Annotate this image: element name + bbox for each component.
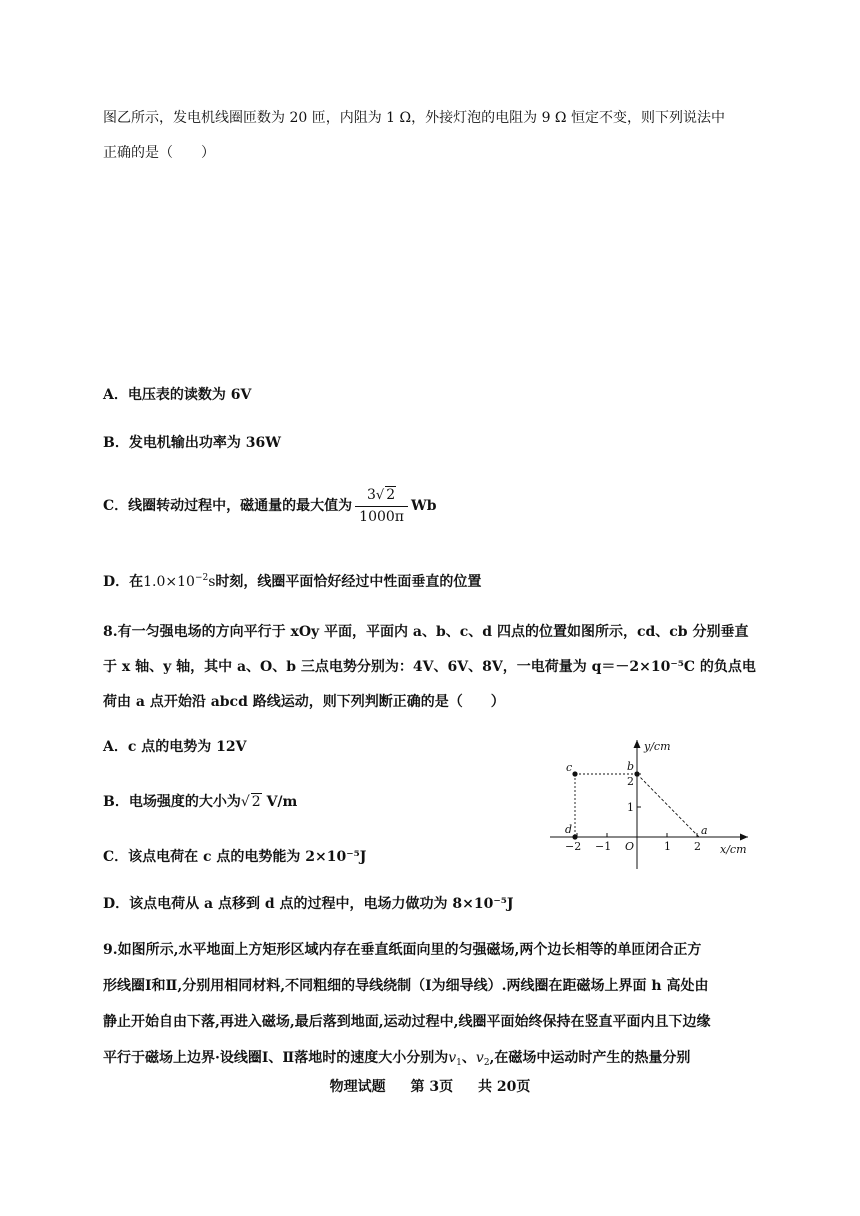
x-tick-1: 1 <box>664 840 671 853</box>
q9-stem-line2: 形线圈Ⅰ和Ⅱ,分别用相同材料,不同粗细的导线绕制（Ⅰ为细导线）.两线圈在距磁场上界面 h 高处由 <box>103 978 709 994</box>
x-tick-neg2: −2 <box>565 840 582 853</box>
q8-option-d: D．该点电荷从 a 点移到 d 点的过程中，电场力做功为 8×10⁻⁵J <box>103 896 514 912</box>
q7-option-d: D．在$1.0\times 10^{-2}s$时刻，线圈平面恰好经过中性面垂直的位置 <box>103 573 482 590</box>
origin-label: O <box>625 840 635 853</box>
x-tick-2: 2 <box>694 840 701 853</box>
q7-option-b: B．发电机输出功率为 36W <box>103 435 281 451</box>
footer-subject: 物理试题 <box>329 1079 386 1095</box>
q7-option-c-fraction: $\frac{3√ 2}{1000\pi}$ <box>355 486 408 526</box>
q7-option-c <box>103 486 437 526</box>
y-axis-label: y/cm <box>644 740 671 753</box>
point-label-b: b <box>627 760 635 773</box>
point-label-c: c <box>566 761 573 774</box>
q7-option-c-prefix: C．线圈转动过程中，磁通量的最大值为 <box>103 498 353 514</box>
y-tick-1: 1 <box>627 801 634 814</box>
point-label-d: d <box>565 823 573 836</box>
point-b <box>634 771 639 776</box>
q7-stem-line2: 正确的是（ ） <box>103 145 215 161</box>
q7-option-a: A．电压表的读数为 6V <box>103 387 252 403</box>
q9-stem-line3: 静止开始自由下落,再进入磁场,最后落到地面,运动过程中,线圈平面始终保持在竖直平面内且下边缘 <box>103 1014 711 1030</box>
q8-stem-line3: 荷由 a 点开始沿 abcd 路线运动，则下列判断正确的是（ ） <box>103 694 505 710</box>
x-axis-arrow <box>740 834 748 841</box>
q7-option-c-unit: Wb <box>411 498 437 514</box>
q7-stem-line1: 图乙所示，发电机线圈匝数为 20 匝，内阻为 1 Ω，外接灯泡的电阻为 9 Ω 恒定不变，则下列说法中 <box>103 110 725 126</box>
footer-page: 第 3页 <box>410 1079 454 1095</box>
point-d <box>572 834 577 839</box>
q9-stem-line1: 9.如图所示,水平地面上方矩形区域内存在垂直纸面向里的匀强磁场,两个边长相等的单匝闭合正方 <box>103 942 702 958</box>
point-label-a: a <box>701 824 708 837</box>
q8-stem-line1: 8.有一匀强电场的方向平行于 xOy 平面，平面内 a、b、c、d 四点的位置如图所示，cd、cb 分别垂直 <box>103 624 749 640</box>
x-axis-label: x/cm <box>720 843 747 856</box>
y-tick-2: 2 <box>627 775 634 788</box>
y-axis-arrow <box>634 740 641 748</box>
footer-total: 共 20页 <box>478 1079 531 1095</box>
q8-stem-line2: 于 x 轴、y 轴，其中 a、O、b 三点电势分别为：4V、6V、8V，一电荷量为 q＝－2×10⁻⁵C 的负点电 <box>103 659 756 675</box>
q8-option-b: B．电场强度的大小为√ 2 V/m <box>103 794 298 810</box>
x-tick-neg1: −1 <box>595 840 612 853</box>
q9-stem-line4: 平行于磁场上边界·设线圈Ⅰ、Ⅱ落地时的速度大小分别为$v_1$、$v_2$,在磁场中运动时产生的热量分别 <box>103 1050 691 1068</box>
q8-option-a: A．c 点的电势为 12V <box>103 739 247 755</box>
q8-option-c: C．该点电荷在 c 点的电势能为 2×10⁻⁵J <box>103 849 367 865</box>
q8-coordinate-figure <box>548 737 758 872</box>
point-c <box>572 771 577 776</box>
segment-ba <box>637 774 699 837</box>
page-footer <box>0 1076 860 1096</box>
